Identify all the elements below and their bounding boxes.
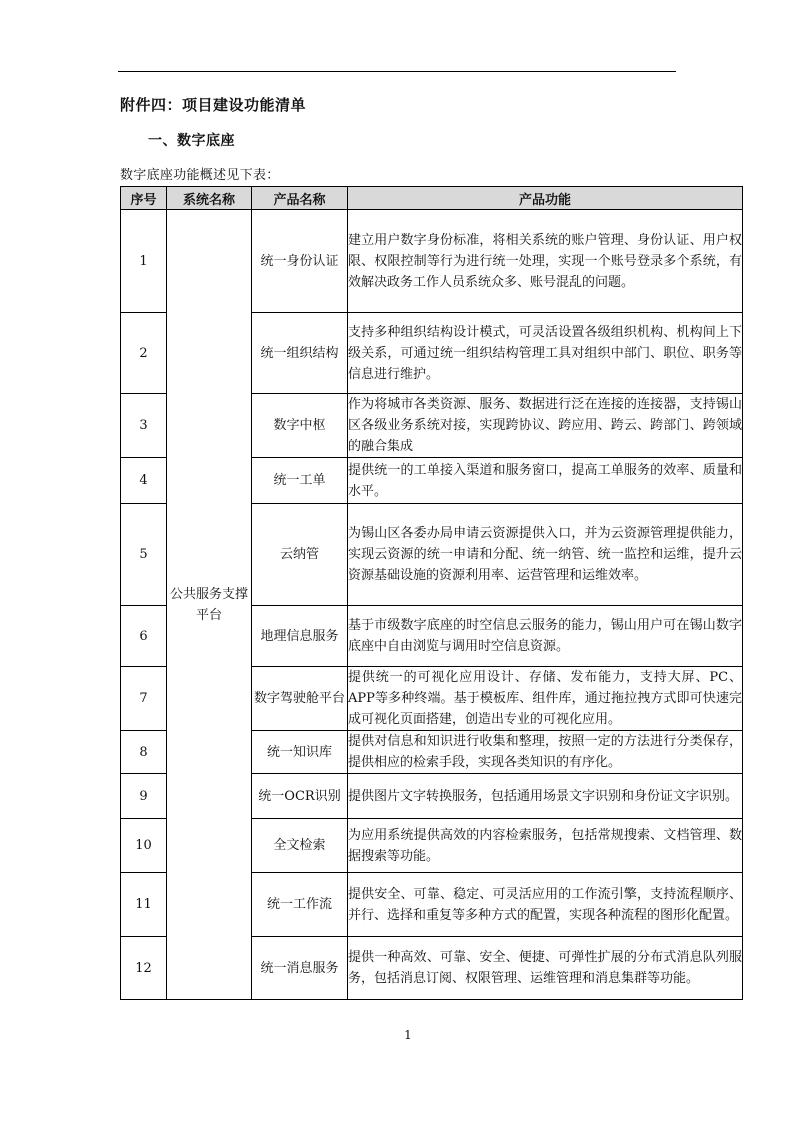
row-num: 11 <box>121 873 167 937</box>
product-function: 提供对信息和知识进行收集和整理，按照一定的方法进行分类保存，提供相应的检索手段，实现各类知识的有序化。 <box>348 731 743 774</box>
row-num: 3 <box>121 394 167 458</box>
row-num: 2 <box>121 313 167 394</box>
product-function: 提供图片文字转换服务，包括通用场景文字识别和身份证文字识别。 <box>348 774 743 819</box>
system-name-cell: 公共服务支撑平台 <box>167 210 252 1000</box>
product-function: 支持多种组织结构设计模式，可灵活设置各级组织机构、机构间上下级关系，可通过统一组织结构管理工具对组织中部门、职位、职务等信息进行维护。 <box>348 313 743 394</box>
product-function: 提供一种高效、可靠、安全、便捷、可弹性扩展的分布式消息队列服务，包括消息订阅、权限管理、运维管理和消息集群等功能。 <box>348 937 743 1000</box>
product-name: 全文检索 <box>252 819 348 873</box>
product-name: 统一OCR识别 <box>252 774 348 819</box>
function-table <box>120 186 743 1000</box>
header-product: 产品名称 <box>252 187 348 210</box>
product-name: 数字中枢 <box>252 394 348 458</box>
product-name: 统一组织结构 <box>252 313 348 394</box>
product-function: 提供统一的工单接入渠道和服务窗口，提高工单服务的效率、质量和水平。 <box>348 458 743 504</box>
product-name: 统一知识库 <box>252 731 348 774</box>
row-num: 7 <box>121 667 167 731</box>
row-num: 8 <box>121 731 167 774</box>
page-number: 1 <box>404 1028 412 1042</box>
section-heading: 一、数字底座 <box>148 133 235 149</box>
product-function: 提供安全、可靠、稳定、可灵活应用的工作流引擎，支持流程顺序、并行、选择和重复等多种方式的配置，实现各种流程的图形化配置。 <box>348 873 743 937</box>
header-function: 产品功能 <box>348 187 743 210</box>
row-num: 6 <box>121 606 167 667</box>
product-name: 数字驾驶舱平台 <box>252 667 348 731</box>
product-function: 建立用户数字身份标准，将相关系统的账户管理、身份认证、用户权限、权限控制等行为进行统一处理，实现一个账号登录多个系统，有效解决政务工作人员系统众多、账号混乱的问题。 <box>348 210 743 313</box>
row-num: 9 <box>121 774 167 819</box>
product-function: 基于市级数字底座的时空信息云服务的能力，锡山用户可在锡山数字底座中自由浏览与调用时空信息资源。 <box>348 606 743 667</box>
row-num: 12 <box>121 937 167 1000</box>
product-function: 作为将城市各类资源、服务、数据进行泛在连接的连接器，支持锡山区各级业务系统对接，实现跨协议、跨应用、跨云、跨部门、跨领域的融合集成 <box>348 394 743 458</box>
document-title: 附件四：项目建设功能清单 <box>120 96 307 114</box>
product-name: 统一消息服务 <box>252 937 348 1000</box>
product-name: 地理信息服务 <box>252 606 348 667</box>
row-num: 1 <box>121 210 167 313</box>
product-function: 为应用系统提供高效的内容检索服务，包括常规搜索、文档管理、数据搜索等功能。 <box>348 819 743 873</box>
intro-text: 数字底座功能概述见下表： <box>120 168 280 183</box>
row-num: 10 <box>121 819 167 873</box>
product-name: 统一身份认证 <box>252 210 348 313</box>
product-function: 提供统一的可视化应用设计、存储、发布能力，支持大屏、PC、APP等多种终端。基于模板库、组件库，通过拖拉拽方式即可快速完成可视化页面搭建，创造出专业的可视化应用。 <box>348 667 743 731</box>
table-row <box>121 210 743 313</box>
row-num: 4 <box>121 458 167 504</box>
product-function: 为锡山区各委办局申请云资源提供入口，并为云资源管理提供能力，实现云资源的统一申请和分配、统一纳管、统一监控和运维，提升云资源基础设施的资源利用率、运营管理和运维效率。 <box>348 504 743 606</box>
product-name: 统一工作流 <box>252 873 348 937</box>
header-num: 序号 <box>121 187 167 210</box>
header-rule <box>118 71 676 72</box>
product-name: 云纳管 <box>252 504 348 606</box>
table-header-row <box>121 187 743 210</box>
product-name: 统一工单 <box>252 458 348 504</box>
header-system: 系统名称 <box>167 187 252 210</box>
row-num: 5 <box>121 504 167 606</box>
